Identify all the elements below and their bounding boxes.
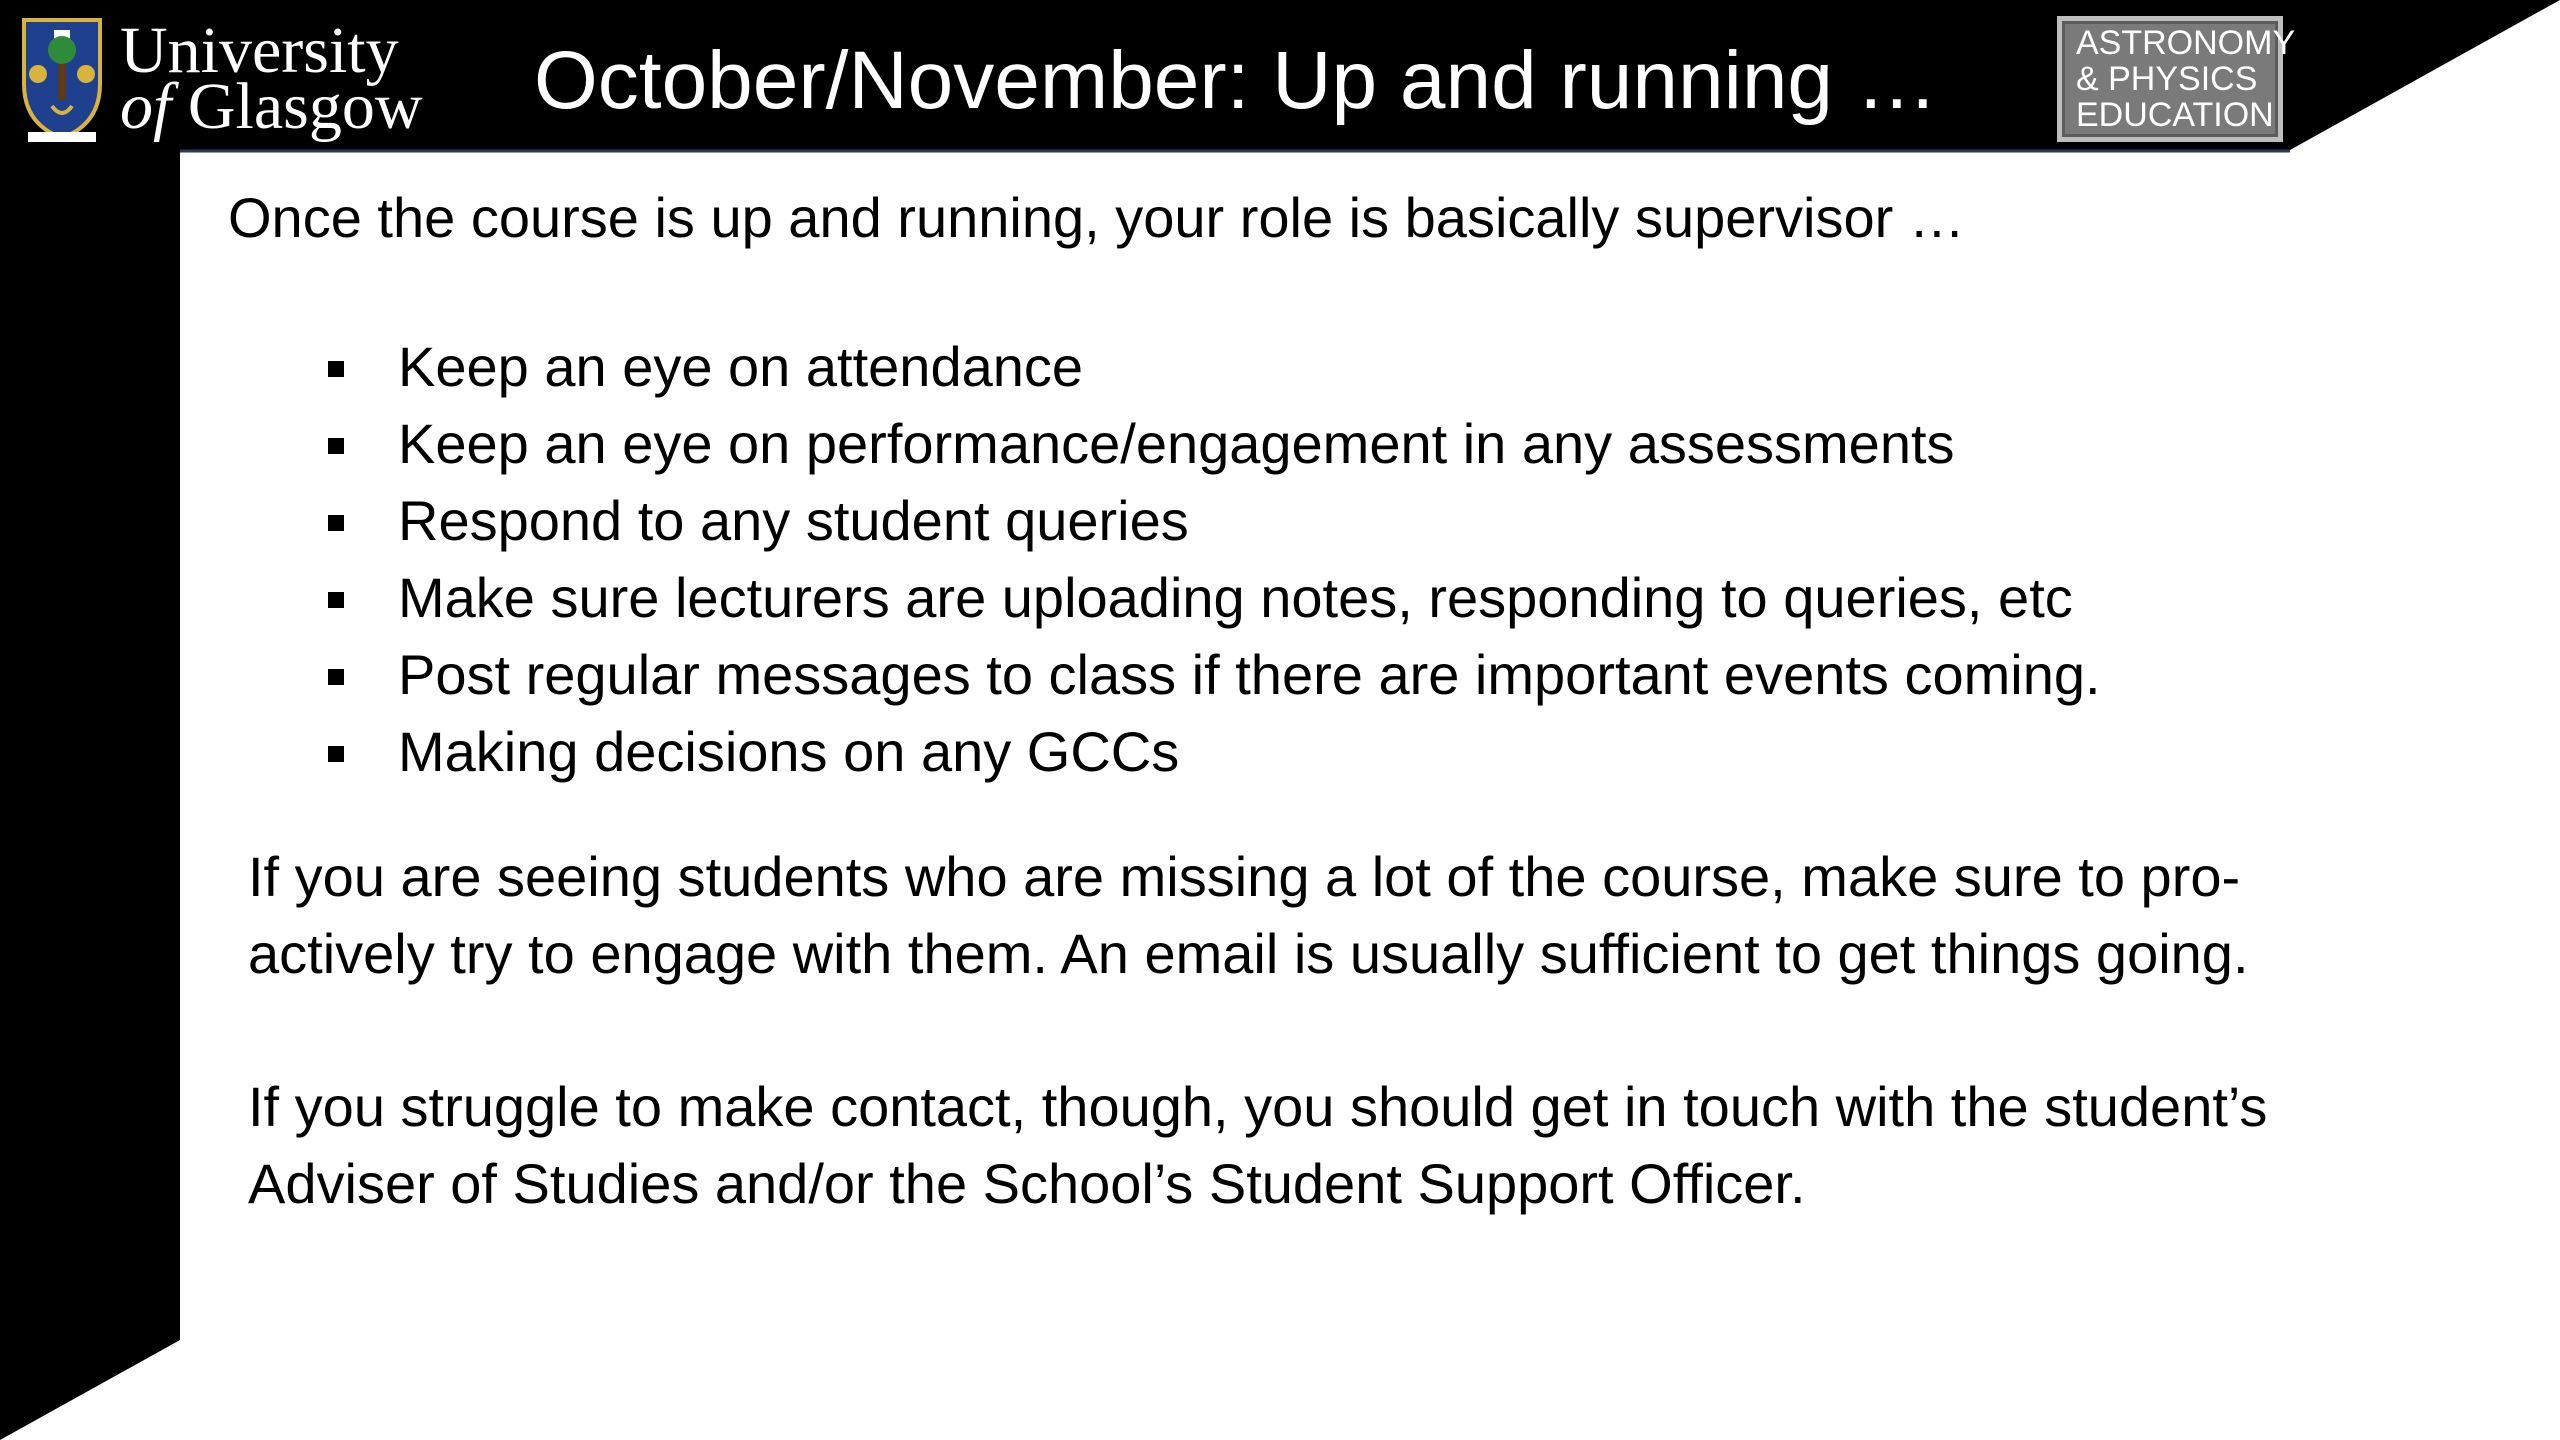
university-logo — [18, 14, 423, 144]
bullet-item — [328, 482, 2478, 559]
bullet-text: Making decisions on any GCCs — [398, 720, 1180, 783]
square-bullet-icon — [328, 669, 344, 685]
square-bullet-icon — [328, 438, 344, 454]
square-bullet-icon — [328, 592, 344, 608]
bullet-text: Keep an eye on performance/engagement in any assessments — [398, 412, 1955, 475]
astronomy-physics-education-badge — [2057, 16, 2296, 142]
bullet-text: Post regular messages to class if there are important events coming. — [398, 643, 2101, 706]
bullet-item — [328, 405, 2478, 482]
engagement-paragraph-line1: If you are seeing students who are missing a lot of the course, make sure to pro- — [248, 845, 2241, 908]
university-crest-icon — [18, 14, 106, 144]
university-name-glasgow: Glasgow — [171, 70, 423, 143]
bullet-text: Make sure lecturers are uploading notes, responding to queries, etc — [398, 566, 2073, 629]
slide-body — [228, 176, 2478, 1222]
square-bullet-icon — [328, 746, 344, 762]
bullet-item — [328, 328, 2478, 405]
bullet-item — [328, 713, 2478, 790]
engagement-paragraph-line2: actively try to engage with them. An email is usually sufficient to get things going. — [248, 922, 2249, 985]
engagement-paragraph — [228, 838, 2478, 992]
bullet-text: Respond to any student queries — [398, 489, 1189, 552]
bullet-item — [328, 559, 2478, 636]
square-bullet-icon — [328, 361, 344, 377]
badge-line3: EDUCATION — [2076, 96, 2274, 134]
university-name-of: of — [120, 70, 172, 143]
university-name-line1: University — [120, 14, 399, 87]
university-name — [120, 14, 423, 143]
university-name-line2 — [120, 70, 423, 143]
bullet-list — [228, 328, 2478, 790]
badge-line2: & PHYSICS — [2076, 60, 2258, 98]
contact-paragraph-line1: If you struggle to make contact, though, you should get in touch with the student’s — [248, 1075, 2268, 1138]
contact-paragraph-line2: Adviser of Studies and/or the School’s Student Support Officer. — [248, 1152, 1806, 1215]
intro-text: Once the course is up and running, your role is basically supervisor … — [228, 186, 1965, 249]
bullet-text: Keep an eye on attendance — [398, 335, 1084, 398]
square-bullet-icon — [328, 515, 344, 531]
bullet-item — [328, 636, 2478, 713]
slide-title: October/November: Up and running … — [534, 35, 1938, 126]
contact-paragraph — [228, 1068, 2478, 1222]
badge-line1: ASTRONOMY — [2076, 24, 2296, 62]
